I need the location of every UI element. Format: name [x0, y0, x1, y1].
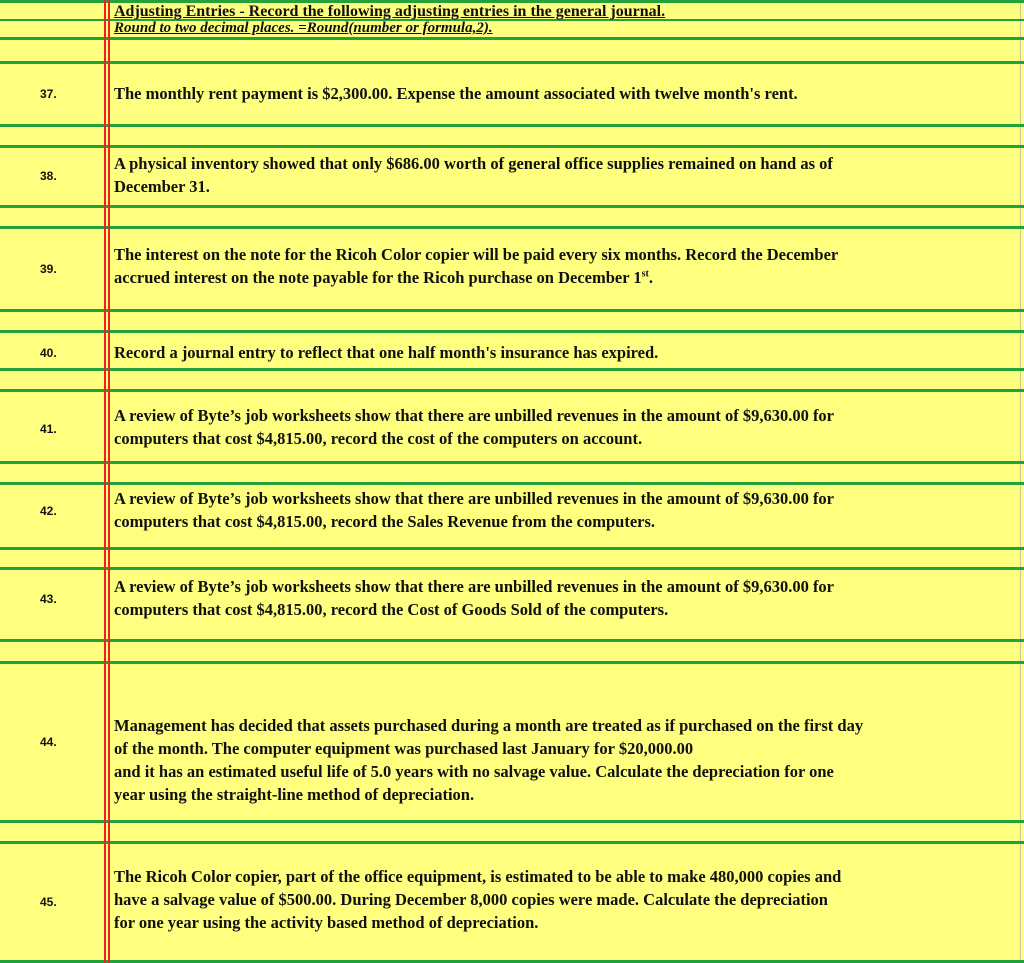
entry-line: The Ricoh Color copier, part of the office equipment, is estimated to be able to make 480,000 copies and	[114, 867, 842, 886]
entry-text	[114, 575, 1014, 621]
entry-line: year using the straight-line method of depreciation.	[114, 785, 475, 804]
ordinal-suffix: st	[641, 268, 649, 280]
rule-line	[0, 226, 1024, 229]
rule-line	[0, 145, 1024, 148]
entry-line: A review of Byte’s job worksheets show that there are unbilled revenues in the amount of $9,630.00 for	[114, 577, 835, 596]
rule-line	[0, 37, 1024, 40]
rule-line	[0, 124, 1024, 127]
entry-line: computers that cost $4,815.00, record the Cost of Goods Sold of the computers.	[114, 600, 669, 619]
entry-number: 41.	[40, 422, 57, 436]
rule-line	[0, 368, 1024, 371]
entry-text	[114, 404, 1014, 450]
entry-text	[114, 243, 1014, 289]
header-rounding-note: Round to two decimal places. =Round(number or formula,2).	[114, 20, 493, 36]
entry-number: 43.	[40, 592, 57, 606]
header-instruction: Adjusting Entries - Record the following adjusting entries in the general journal.	[114, 3, 666, 20]
rule-line	[0, 820, 1024, 823]
entry-text	[114, 152, 1014, 198]
entry-text	[114, 865, 1014, 934]
margin-line	[104, 0, 106, 963]
rule-line	[0, 389, 1024, 392]
entry-text	[114, 487, 1014, 533]
rule-line	[0, 567, 1024, 570]
entry-line: have a salvage value of $500.00. During December 8,000 copies were made. Calculate the depreciation	[114, 890, 828, 909]
entry-number: 45.	[40, 895, 57, 909]
entry-line: The monthly rent payment is $2,300.00. Expense the amount associated with twelve month's rent.	[114, 84, 798, 103]
rule-line	[0, 547, 1024, 550]
entry-line-end: .	[648, 268, 653, 287]
entry-text	[114, 82, 1014, 105]
entry-text	[114, 714, 1014, 806]
entry-line: The interest on the note for the Ricoh Color copier will be paid every six months. Record the December	[114, 245, 839, 264]
entry-line	[114, 266, 1014, 289]
entry-line: A review of Byte’s job worksheets show that there are unbilled revenues in the amount of $9,630.00 for	[114, 489, 835, 508]
entry-number: 39.	[40, 262, 57, 276]
entry-number: 38.	[40, 169, 57, 183]
rule-line	[0, 661, 1024, 664]
entry-line: for one year using the activity based method of depreciation.	[114, 913, 539, 932]
entry-line: and it has an estimated useful life of 5.0 years with no salvage value. Calculate the depreciation for one	[114, 762, 834, 781]
entry-line: computers that cost $4,815.00, record the Sales Revenue from the computers.	[114, 512, 656, 531]
entry-line: of the month. The computer equipment was purchased last January for $20,000.00	[114, 739, 694, 758]
entry-line: Management has decided that assets purchased during a month are treated as if purchased on the first day	[114, 716, 864, 735]
rule-line	[0, 205, 1024, 208]
entry-number: 37.	[40, 87, 57, 101]
margin-line	[108, 0, 110, 963]
rule-line	[0, 639, 1024, 642]
entry-line: Record a journal entry to reflect that one half month's insurance has expired.	[114, 343, 659, 362]
rule-line	[0, 61, 1024, 64]
entry-number: 40.	[40, 346, 57, 360]
entry-line: A physical inventory showed that only $686.00 worth of general office supplies remained on hand as of	[114, 154, 833, 173]
rule-line	[0, 461, 1024, 464]
entry-number: 42.	[40, 504, 57, 518]
rule-line	[0, 482, 1024, 485]
rule-line	[0, 841, 1024, 844]
rule-line	[0, 330, 1024, 333]
entry-line: computers that cost $4,815.00, record the cost of the computers on account.	[114, 429, 643, 448]
entry-line-text: accrued interest on the note payable for the Ricoh purchase on December 1	[114, 268, 642, 287]
entry-text	[114, 341, 1014, 364]
entry-line: December 31.	[114, 177, 210, 196]
rule-line	[0, 309, 1024, 312]
entry-number: 44.	[40, 735, 57, 749]
entry-line: A review of Byte’s job worksheets show that there are unbilled revenues in the amount of $9,630.00 for	[114, 406, 835, 425]
